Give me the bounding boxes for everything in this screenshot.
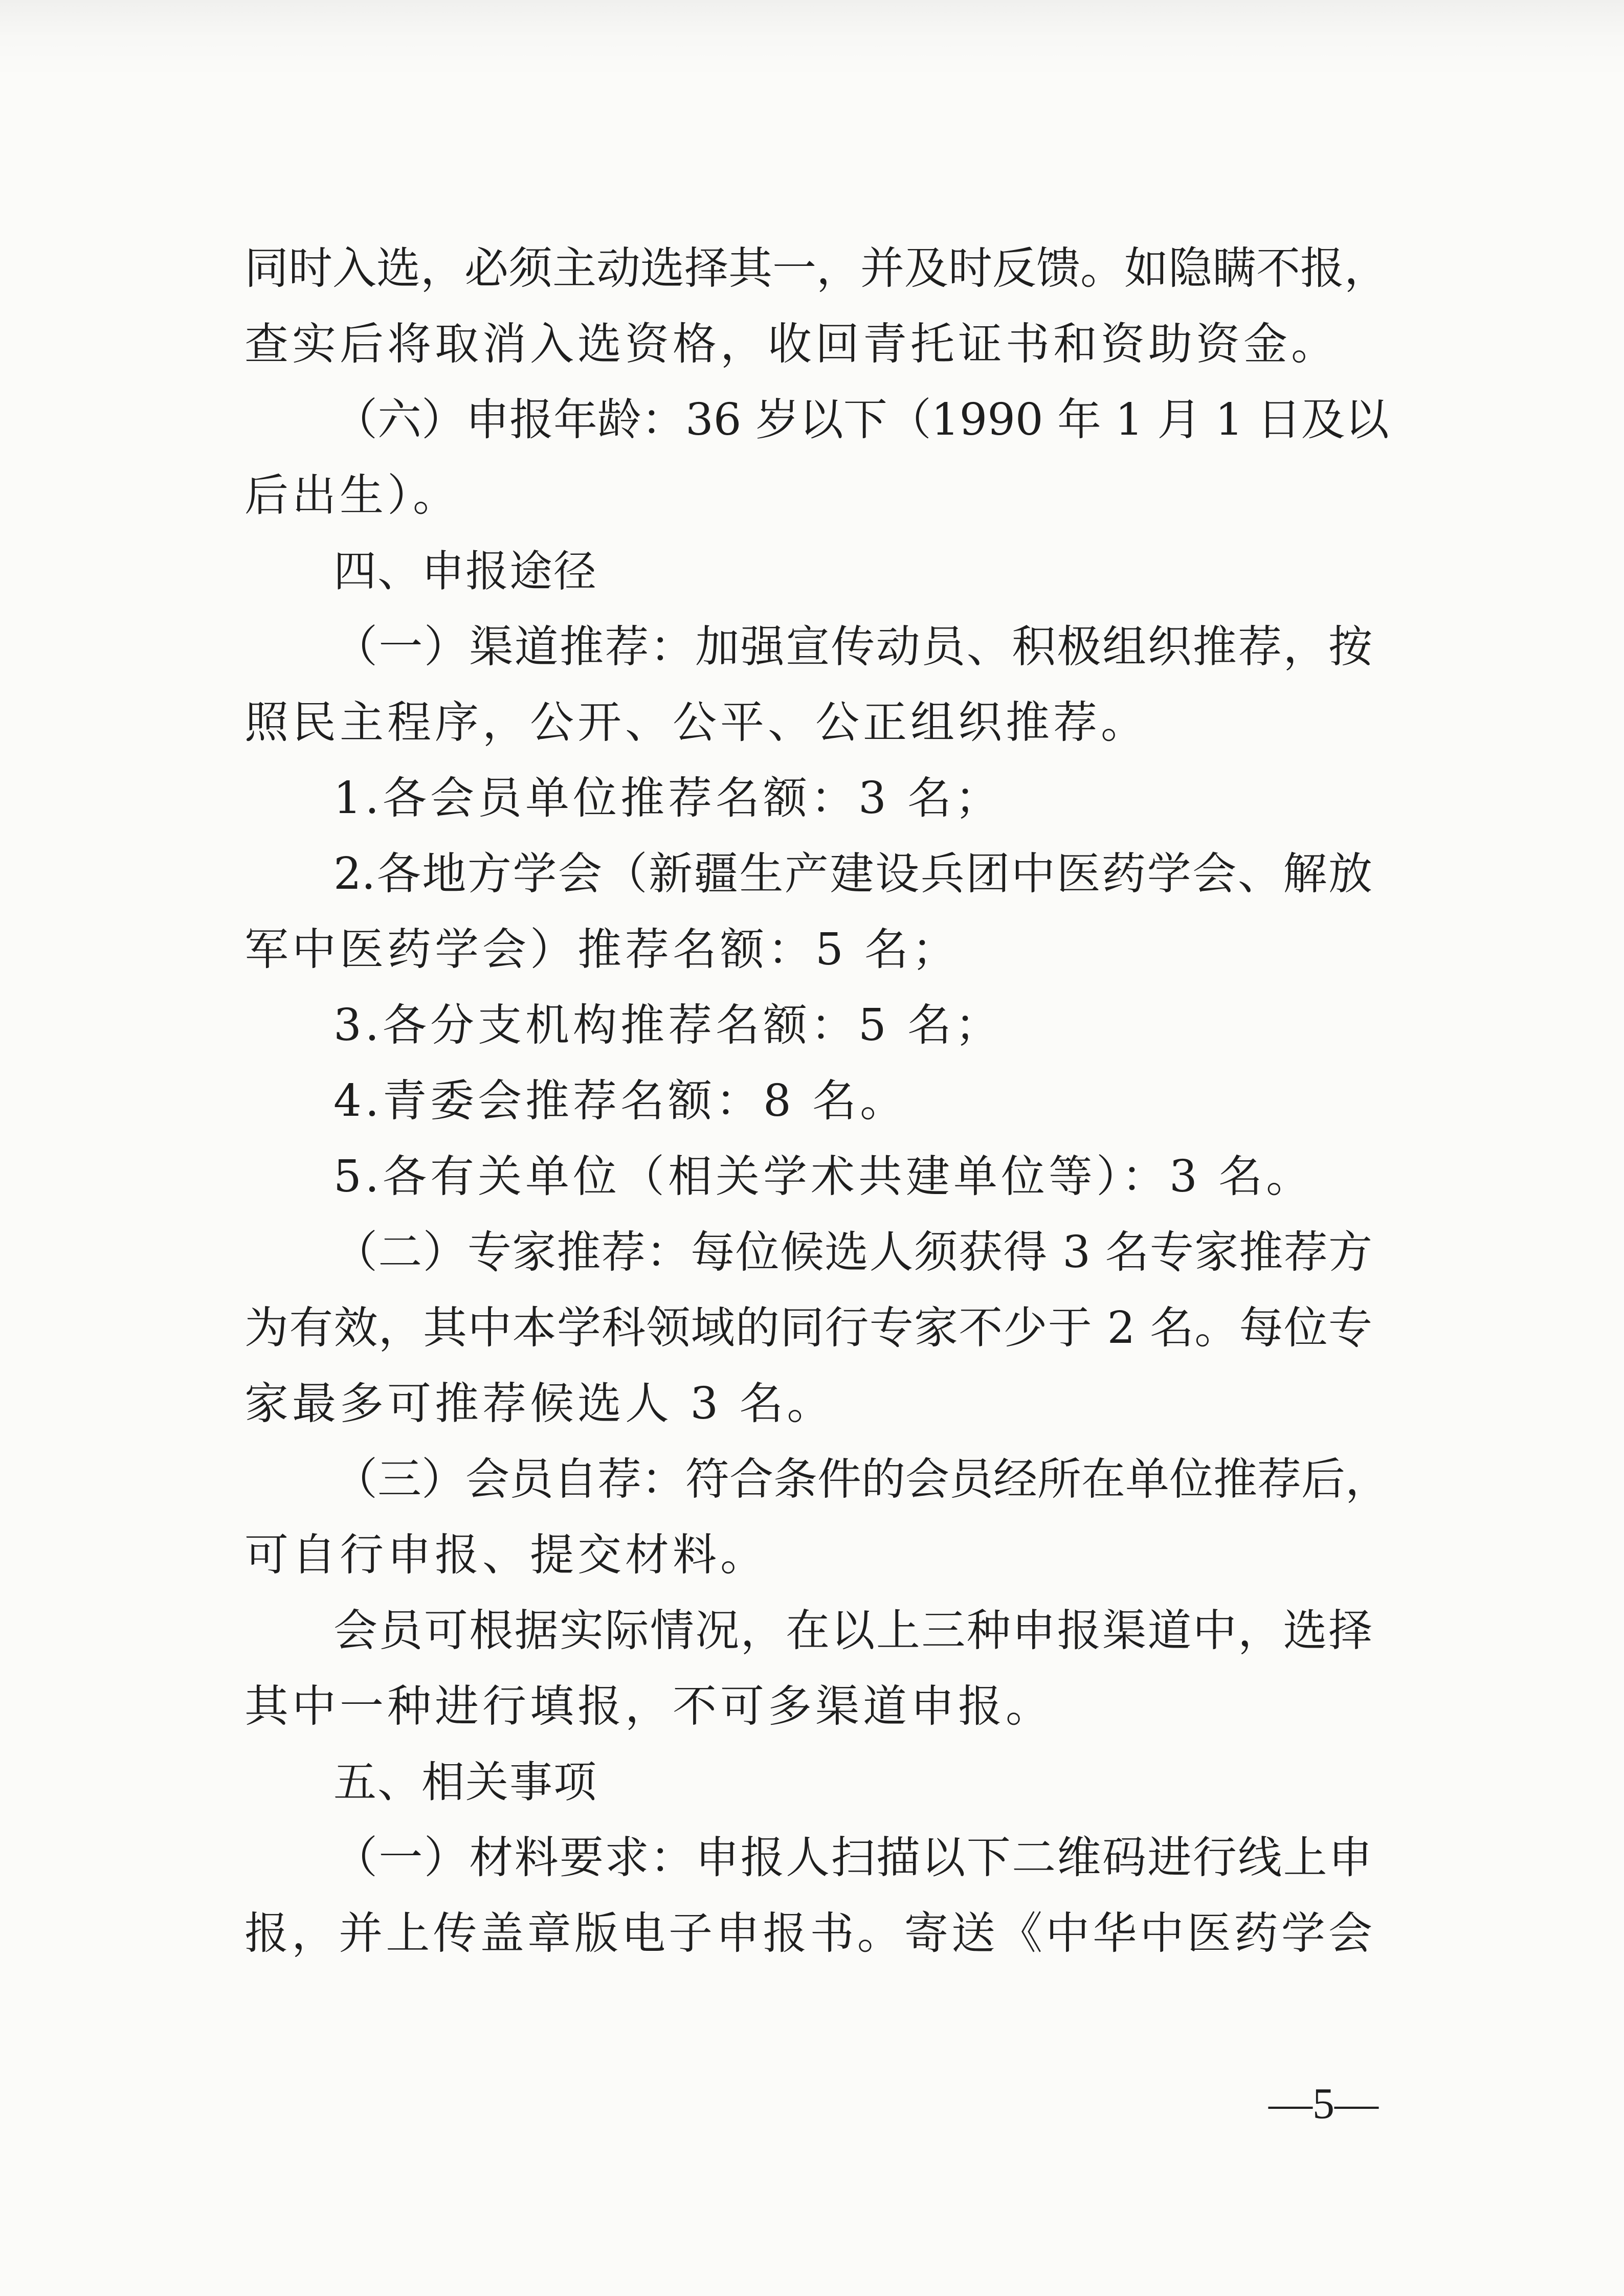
paragraph-line: （一）材料要求：申报人扫描以下二维码进行线上申 xyxy=(333,1832,1372,1883)
list-item: 5.各有关单位（相关学术共建单位等）：3 名。 xyxy=(333,1151,1314,1202)
section-heading: 四、申报途径 xyxy=(333,546,598,596)
list-item: 军中医药学会）推荐名额：5 名； xyxy=(244,924,960,975)
paragraph-line: 报，并上传盖章版电子申报书。寄送《中华中医药学会 xyxy=(244,1908,1372,1959)
paragraph-line: （六）申报年龄：36 岁以下（1990 年 1 月 1 日及以 xyxy=(333,394,1389,445)
scan-shadow xyxy=(0,0,1624,77)
page-number: —5— xyxy=(1269,2079,1378,2128)
list-item: 3.各分支机构推荐名额：5 名； xyxy=(333,1000,1003,1051)
paragraph-line: 其中一种进行填报，不可多渠道申报。 xyxy=(244,1681,1053,1732)
paragraph-line: 可自行申报、提交材料。 xyxy=(244,1529,768,1581)
paragraph-line: 查实后将取消入选资格，收回青托证书和资助资金。 xyxy=(244,319,1339,370)
list-item: 2.各地方学会（新疆生产建设兵团中医药学会、解放 xyxy=(333,848,1372,899)
section-heading: 五、相关事项 xyxy=(333,1757,598,1807)
paragraph-line: 后出生）。 xyxy=(244,470,460,521)
paragraph-line: （三）会员自荐：符合条件的会员经所在单位推荐后， xyxy=(333,1454,1389,1505)
paragraph-line: （一）渠道推荐：加强宣传动员、积极组织推荐，按 xyxy=(333,621,1372,672)
paragraph-line: 会员可根据实际情况，在以上三种申报渠道中，选择 xyxy=(333,1605,1372,1656)
paragraph-line: （二）专家推荐：每位候选人须获得 3 名专家推荐方 xyxy=(333,1227,1372,1278)
list-item: 1.各会员单位推荐名额：3 名； xyxy=(333,773,1003,824)
paragraph-line: 照民主程序，公开、公平、公正组织推荐。 xyxy=(244,697,1148,748)
list-item: 4.青委会推荐名额：8 名。 xyxy=(333,1075,908,1127)
paragraph-line: 同时入选，必须主动选择其一，并及时反馈。如隐瞒不报， xyxy=(244,243,1388,294)
paragraph-line: 为有效，其中本学科领域的同行专家不少于 2 名。每位专 xyxy=(244,1302,1372,1354)
paragraph-line: 家最多可推荐候选人 3 名。 xyxy=(244,1378,835,1429)
